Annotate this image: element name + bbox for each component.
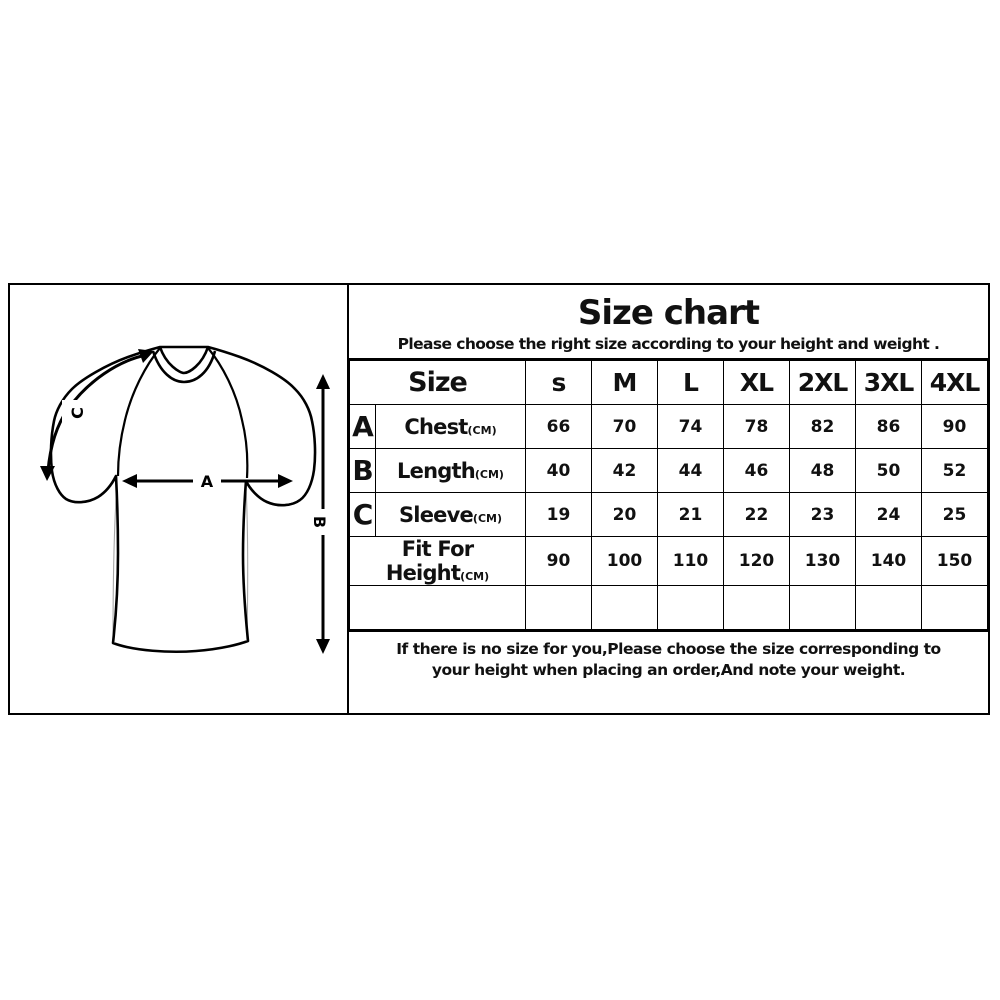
chest-xl: 78 — [724, 405, 790, 449]
footer-note-line-2: your height when placing an order,And note your weight. — [431, 660, 906, 679]
row-name-chest — [375, 405, 525, 449]
table-row — [349, 405, 987, 449]
sleeve-s: 19 — [526, 493, 592, 537]
fit-s: 90 — [526, 537, 592, 586]
fit-l: 110 — [658, 537, 724, 586]
row-unit-chest: (CM) — [467, 423, 497, 437]
fit-m: 100 — [592, 537, 658, 586]
length-l: 44 — [658, 449, 724, 493]
col-head-s: s — [526, 361, 592, 405]
length-m: 42 — [592, 449, 658, 493]
table-header-row — [349, 361, 987, 405]
empty-cell — [790, 586, 856, 630]
fit-4xl: 150 — [922, 537, 988, 586]
length-2xl: 48 — [790, 449, 856, 493]
row-letter-a: A — [349, 405, 375, 449]
table-row-empty — [349, 586, 987, 630]
sleeve-3xl: 24 — [856, 493, 922, 537]
shirt-illustration-panel — [10, 285, 349, 713]
col-head-3xl: 3XL — [856, 361, 922, 405]
chest-4xl: 90 — [922, 405, 988, 449]
sleeve-xl: 22 — [724, 493, 790, 537]
table-row — [349, 493, 987, 537]
sleeve-m: 20 — [592, 493, 658, 537]
col-head-4xl: 4XL — [922, 361, 988, 405]
row-unit-sleeve: (CM) — [472, 511, 502, 525]
empty-cell — [856, 586, 922, 630]
row-letter-c: C — [349, 493, 375, 537]
length-4xl: 52 — [922, 449, 988, 493]
length-s: 40 — [526, 449, 592, 493]
chest-3xl: 86 — [856, 405, 922, 449]
size-table — [349, 360, 988, 630]
label-a: A — [200, 472, 214, 491]
size-table-panel — [349, 285, 988, 713]
header-size-label: Size — [349, 361, 525, 405]
table-row — [349, 537, 987, 586]
sleeve-l: 21 — [658, 493, 724, 537]
fit-3xl: 140 — [856, 537, 922, 586]
col-head-xl: XL — [724, 361, 790, 405]
row-name-length — [375, 449, 525, 493]
row-label-fit: Fit For Height — [385, 537, 474, 585]
footer-note-line-1: If there is no size for you,Please choose the size corresponding to — [396, 640, 941, 658]
row-label-length: Length — [397, 458, 475, 483]
empty-cell — [592, 586, 658, 630]
chest-2xl: 82 — [790, 405, 856, 449]
subtitle-text: Please choose the right size according to your height and weight . — [349, 335, 988, 360]
empty-cell — [922, 586, 988, 630]
sleeve-4xl: 25 — [922, 493, 988, 537]
empty-cell — [658, 586, 724, 630]
empty-cell — [724, 586, 790, 630]
page-title: Size chart — [577, 293, 760, 333]
chest-m: 70 — [592, 405, 658, 449]
row-name-sleeve — [375, 493, 525, 537]
length-3xl: 50 — [856, 449, 922, 493]
row-unit-fit: (CM) — [460, 570, 490, 583]
col-head-l: L — [658, 361, 724, 405]
table-row — [349, 449, 987, 493]
col-head-m: M — [592, 361, 658, 405]
row-label-chest: Chest — [404, 414, 468, 439]
fit-2xl: 130 — [790, 537, 856, 586]
sleeve-2xl: 23 — [790, 493, 856, 537]
fit-xl: 120 — [724, 537, 790, 586]
row-label-sleeve: Sleeve — [398, 502, 473, 527]
row-letter-b: B — [349, 449, 375, 493]
row-name-fit-for-height — [349, 537, 525, 586]
length-xl: 46 — [724, 449, 790, 493]
row-unit-length: (CM) — [474, 467, 504, 481]
chest-l: 74 — [658, 405, 724, 449]
empty-cell — [526, 586, 592, 630]
footer-note — [349, 630, 988, 713]
label-c: C — [68, 407, 87, 419]
tshirt-diagram-icon — [10, 285, 368, 713]
col-head-2xl: 2XL — [790, 361, 856, 405]
label-b: B — [310, 515, 329, 529]
empty-cell — [349, 586, 525, 630]
chest-s: 66 — [526, 405, 592, 449]
size-chart-frame — [8, 283, 990, 715]
